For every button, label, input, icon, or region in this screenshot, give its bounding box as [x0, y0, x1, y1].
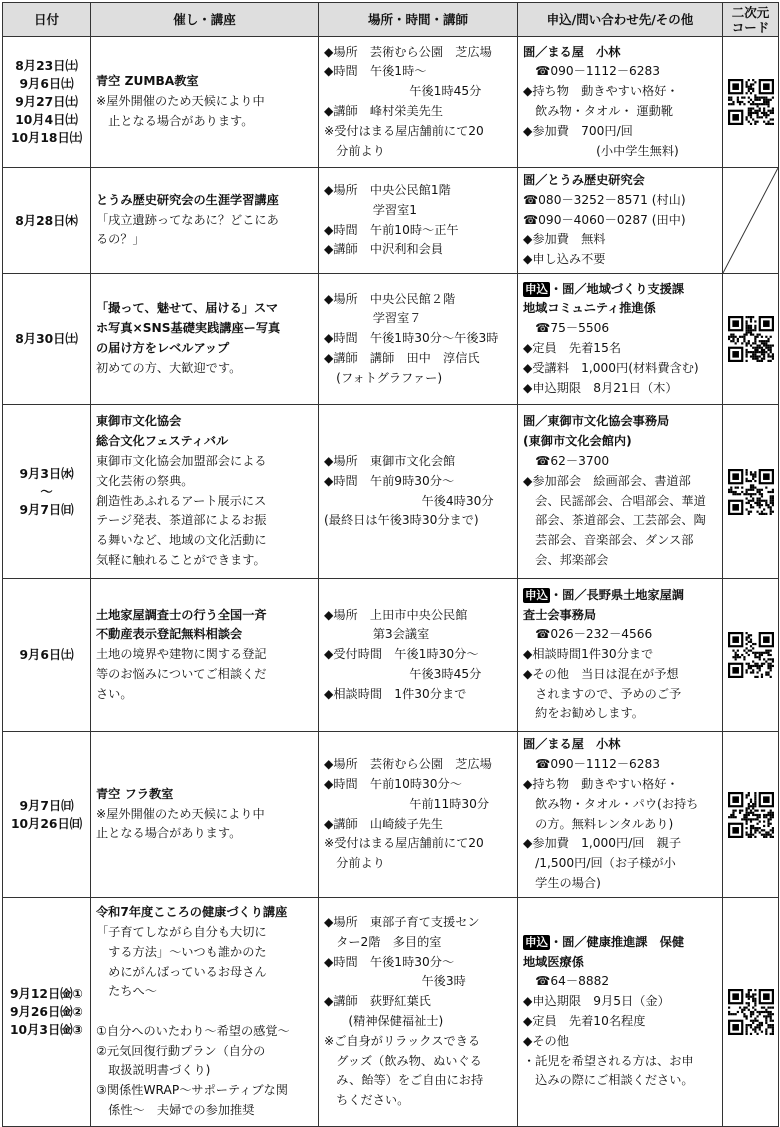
event-cell: [91, 274, 319, 405]
place-time-line: ◆時間 午後1時～: [324, 64, 427, 79]
date-line: 9月26日㈮②: [10, 1005, 83, 1019]
place-time-line: 分前より: [324, 143, 385, 158]
date-line: 8月23日㈯: [15, 59, 78, 73]
contact-organizer: [523, 299, 717, 319]
place-time-line: 午前11時30分: [324, 796, 490, 811]
table-row: [3, 732, 779, 898]
contact-detail: [523, 142, 717, 162]
contact-organizer: [523, 933, 717, 953]
contact-text: ◆相談時間1件30分まで: [523, 647, 654, 662]
place-time-line: 分前より: [324, 856, 385, 871]
event-description: 係性～ 夫婦での参加推奨: [96, 1103, 255, 1118]
application-badge: 申込: [525, 934, 548, 949]
event-description: 止となる場合があります。: [96, 826, 242, 841]
date-line: 10月18日㈯: [10, 131, 83, 145]
application-badge: 申込: [525, 587, 548, 602]
contact-text: /1,500円/回（お子様が小: [523, 856, 676, 871]
event-title: 青空 フラ教室: [96, 786, 174, 801]
table-body: [3, 37, 779, 1127]
contact-detail: [523, 511, 717, 531]
contact-text: ◆申込期限 8月21日（木）: [523, 380, 678, 395]
contact-detail: [523, 775, 717, 795]
place-time-line: み、飴等）をご自由にお持: [324, 1073, 484, 1088]
contact-text: 圄／まる屋 小林: [523, 44, 621, 59]
place-time-line: 午後3時: [324, 974, 466, 989]
contact-text: ◆参加費 1,000円/回 親子: [523, 836, 682, 851]
contact-text: ◆参加費 無料: [523, 232, 606, 247]
event-title: 総合文化フェスティバル: [96, 434, 229, 449]
contact-detail: [523, 102, 717, 122]
contact-text: 査士会事務局: [523, 607, 597, 622]
contact-text: 会、邦楽部会: [523, 552, 609, 567]
contact-organizer: [523, 586, 717, 606]
event-title: 令和7年度こころの健康づくり講座: [96, 905, 288, 920]
place-time-line: グッズ（飲み物、ぬいぐる: [324, 1053, 482, 1068]
contact-text: ◆参加費 700円/回: [523, 123, 633, 138]
contact-organizer: [523, 735, 717, 755]
date-line: 10月4日㈯: [15, 113, 78, 127]
qr-code-icon[interactable]: [728, 792, 774, 838]
qr-code-cell: [723, 405, 779, 579]
header-row: [3, 3, 779, 37]
event-description: るの？」: [96, 232, 145, 247]
place-time-line: 第3会議室: [324, 627, 430, 642]
contact-detail: [523, 874, 717, 894]
contact-detail: [523, 492, 717, 512]
contact-detail: [523, 665, 717, 685]
contact-text: ☎62－3700: [523, 453, 610, 468]
place-time-line: ※受付はまる屋店舗前にて20: [324, 123, 484, 138]
contact-detail: [523, 625, 717, 645]
event-description: する方法」～いつも誰かのた: [96, 944, 267, 959]
date-line: 9月7日㈰: [19, 502, 74, 517]
event-title: 土地家屋調査士の行う全国一斉: [96, 607, 267, 622]
place-time-line: ◆講師 講師 田中 淳信氏: [324, 350, 480, 365]
qr-code-icon[interactable]: [728, 79, 774, 125]
date-line: 8月28日㈭: [15, 213, 78, 228]
header-date: 日付: [3, 3, 91, 37]
contact-detail: [523, 992, 717, 1012]
place-time-cell: [319, 37, 518, 168]
place-time-line: ※ご自身がリラックスできる: [324, 1033, 481, 1048]
event-cell: [91, 37, 319, 168]
contact-text: ◆その他: [523, 1033, 569, 1048]
contact-text: 学生の場合): [523, 875, 601, 890]
contact-text: されますので、予めのご予: [523, 686, 682, 701]
contact-detail: [523, 1052, 717, 1072]
date-cell: [3, 168, 91, 274]
event-description: ①自分へのいたわり～希望の感覚～: [96, 1023, 290, 1038]
place-time-line: ◆場所 中央公民館1階: [324, 182, 451, 197]
event-description: 東御市文化協会加盟部会による: [96, 453, 267, 468]
contact-text: 飲み物・タオル・パウ(お持ち: [523, 796, 699, 811]
event-description: ※屋外開催のため天候により中: [96, 94, 265, 109]
place-time-line: (フォトグラファー): [324, 370, 443, 385]
contact-text: ◆申込期限 9月5日（金）: [523, 994, 670, 1009]
event-cell: [91, 405, 319, 579]
event-description: ②元気回復行動プラン（自分の: [96, 1043, 266, 1058]
table-row: [3, 168, 779, 274]
date-line: 9月6日㈯: [19, 77, 74, 91]
contact-text: 地域コミュニティ推進係: [523, 301, 656, 316]
date-line: 9月7日㈰: [19, 798, 74, 813]
place-time-line: ◆場所 東部子育て支援セン: [324, 915, 480, 930]
contact-detail: [523, 834, 717, 854]
place-time-cell: [319, 732, 518, 898]
contact-text: ・圄／地域づくり支援課: [550, 281, 685, 296]
contact-text: ◆定員 先着15名: [523, 341, 622, 355]
contact-text: ◆受講料 1,000円(材料費含む): [523, 360, 699, 375]
event-description: る舞いなど、地域の文化活動に: [96, 533, 267, 548]
event-title: 東御市文化協会: [96, 414, 182, 429]
date-line: 〜: [40, 484, 53, 499]
contact-detail: [523, 972, 717, 992]
event-description: 創造性あふれるアート展示にス: [96, 493, 267, 508]
place-time-line: ◆時間 午後1時30分～午後3時: [324, 331, 499, 346]
date-cell: [3, 405, 91, 579]
date-cell: [3, 37, 91, 168]
contact-text: 込みの際にご相談ください。: [523, 1073, 694, 1088]
contact-text: 部会、茶道部会、工芸部会、陶: [523, 513, 706, 528]
event-cell: [91, 898, 319, 1127]
table-row: [3, 898, 779, 1127]
contact-detail: [523, 191, 717, 211]
contact-text: ◆持ち物 動きやすい格好・: [523, 84, 679, 99]
contact-text: ☎090－1112－6283: [523, 64, 661, 79]
contact-detail: [523, 359, 717, 379]
event-title: 青空 ZUMBA教室: [96, 74, 199, 89]
place-time-cell: [319, 274, 518, 405]
place-time-cell: [319, 405, 518, 579]
event-description: 取扱説明書づくり): [96, 1063, 211, 1078]
contact-detail: [523, 755, 717, 775]
contact-detail: [523, 230, 717, 250]
contact-text: ☎090－1112－6283: [523, 757, 661, 772]
contact-detail: [523, 645, 717, 665]
qr-code-cell: [723, 274, 779, 405]
place-time-line: ◆時間 午前10時～正午: [324, 222, 459, 237]
table-row: [3, 405, 779, 579]
contact-text: の方。無料レンタルあり): [523, 816, 674, 831]
contact-text: 飲み物・タオル・ 運動靴: [523, 104, 674, 118]
contact-detail: [523, 379, 717, 399]
event-title: 「撮って、魅せて、届ける」スマ: [96, 301, 279, 316]
event-description: 文化芸術の祭典。: [96, 473, 194, 488]
contact-text: ☎080－3252－8571 (村山): [523, 192, 686, 207]
place-time-line: ◆場所 上田市中央公民館: [324, 607, 468, 622]
event-title: 不動産表示登記無料相談会: [96, 627, 243, 642]
place-time-line: ◆講師 中沢利和会員: [324, 242, 444, 257]
place-time-cell: [319, 168, 518, 274]
contact-text: 地域医療係: [523, 954, 584, 969]
event-description: さい。: [96, 686, 133, 701]
event-description: 「子育てしながら自分も大切に: [96, 924, 267, 939]
contact-detail: [523, 704, 717, 724]
event-cell: [91, 579, 319, 732]
place-time-line: (精神保健福祉士): [324, 1014, 444, 1028]
contact-text: 圄／まる屋 小林: [523, 737, 621, 752]
event-cell: [91, 732, 319, 898]
contact-detail: [523, 815, 717, 835]
contact-organizer: [523, 953, 717, 973]
contact-organizer: [523, 606, 717, 626]
contact-detail: [523, 339, 717, 359]
contact-text: ☎026－232－4566: [523, 627, 653, 642]
event-description: 「戌立遺跡ってなあに？どこにあ: [96, 212, 279, 227]
contact-text: ◆持ち物 動きやすい格好・: [523, 776, 679, 791]
contact-text: 圄／東御市文化協会事務局: [523, 414, 670, 429]
place-time-line: 午後1時45分: [324, 84, 482, 99]
application-badge: 申込: [525, 281, 548, 296]
header-contact: 申込/問い合わせ先/その他: [518, 3, 723, 37]
place-time-line: 午後3時45分: [324, 666, 482, 681]
qr-code-cell: [723, 37, 779, 168]
date-line: 9月12日㈮①: [10, 987, 83, 1001]
contact-detail: [523, 250, 717, 270]
contact-text: 芸部会、音楽部会、ダンス部: [523, 533, 694, 548]
event-description: 初めての方、大歓迎です。: [96, 360, 242, 375]
date-line: 9月6日㈯: [19, 648, 74, 662]
place-time-line: 学習室1: [324, 202, 418, 217]
contact-detail: [523, 62, 717, 82]
contact-detail: [523, 1012, 717, 1032]
event-description: テージ発表、茶道部によるお振: [96, 513, 267, 528]
contact-text: ・圄／健康推進課 保健: [550, 934, 685, 949]
events-table: [2, 2, 779, 1127]
place-time-line: ◆場所 中央公民館２階: [324, 291, 456, 306]
contact-detail: [523, 211, 717, 231]
place-time-line: ◆受付時間 午後1時30分～: [324, 647, 479, 662]
contact-text: 会、民謡部会、合唱部会、華道: [523, 493, 706, 508]
contact-text: ◆その他 当日は混在が予想: [523, 666, 679, 681]
date-line: 9月3日㈬: [19, 466, 74, 481]
contact-cell: [518, 37, 723, 168]
event-description: めにがんばっているお母さん: [96, 964, 267, 979]
event-description: 等のお悩みについてご相談くだ: [96, 666, 267, 681]
contact-organizer: [523, 171, 717, 191]
contact-detail: [523, 1071, 717, 1091]
event-description: [96, 1002, 313, 1022]
place-time-line: ◆講師 荻野紅葉氏: [324, 994, 431, 1009]
contact-cell: [518, 898, 723, 1127]
place-time-cell: [319, 579, 518, 732]
contact-cell: [518, 579, 723, 732]
contact-detail: [523, 319, 717, 339]
date-line: 8月30日㈯: [15, 332, 78, 346]
place-time-line: (最終日は午後3時30分まで): [324, 513, 479, 528]
event-title: の届け方をレベルアップ: [96, 341, 230, 355]
event-description: ③関係性WRAP～サポーティブな関: [96, 1083, 288, 1098]
contact-detail: [523, 854, 717, 874]
contact-text: ・圄／長野県土地家屋調: [550, 587, 685, 602]
event-cell: [91, 168, 319, 274]
event-title: ホ写真×SNS基礎実践講座ー写真: [96, 321, 281, 336]
no-qr-cell: [723, 168, 779, 274]
place-time-line: ◆講師 山崎綾子先生: [324, 816, 444, 831]
event-description: 気軽に触れることができます。: [96, 552, 266, 567]
header-qr-line1: 二次元: [731, 4, 770, 20]
event-title: とうみ歴史研究会の生涯学習講座: [96, 192, 279, 207]
contact-cell: [518, 732, 723, 898]
place-time-line: ター2階 多目的室: [324, 934, 442, 949]
qr-code-cell: [723, 898, 779, 1127]
contact-organizer: [523, 280, 717, 300]
contact-detail: [523, 685, 717, 705]
qr-code-icon[interactable]: [728, 469, 774, 515]
contact-cell: [518, 168, 723, 274]
contact-detail: [523, 452, 717, 472]
place-time-line: ◆場所 東御市文化会館: [324, 453, 456, 468]
place-time-line: ◆時間 午前9時30分～: [324, 473, 455, 488]
qr-code-cell: [723, 732, 779, 898]
place-time-line: ◆相談時間 1件30分まで: [324, 686, 467, 701]
date-cell: [3, 732, 91, 898]
contact-detail: [523, 795, 717, 815]
contact-detail: [523, 472, 717, 492]
contact-text: (東御市文化会館内): [523, 434, 632, 449]
qr-code-icon[interactable]: [728, 316, 774, 362]
place-time-line: ◆場所 芸術むら公園 芝広場: [324, 44, 492, 59]
table-row: [3, 274, 779, 405]
qr-code-icon[interactable]: [728, 632, 774, 678]
contact-text: ◆申し込み不要: [523, 252, 606, 267]
contact-text: (小中学生無料): [523, 143, 679, 158]
contact-cell: [518, 405, 723, 579]
place-time-line: ◆時間 午前10時30分～: [324, 776, 462, 791]
date-line: 10月26日㈰: [10, 816, 83, 831]
place-time-line: ◆場所 芸術むら公園 芝広場: [324, 757, 492, 772]
header-qr: [723, 3, 779, 37]
header-place: 場所・時間・講師: [319, 3, 518, 37]
event-description: 止となる場合があります。: [96, 113, 254, 128]
contact-text: ☎75－5506: [523, 321, 610, 336]
date-line: 9月27日㈯: [15, 95, 78, 109]
place-time-line: ◆講師 峰村栄美先生: [324, 104, 444, 118]
qr-code-cell: [723, 579, 779, 732]
contact-text: 約をお勧めします。: [523, 706, 644, 721]
contact-organizer: [523, 432, 717, 452]
contact-text: ☎090－4060－0287 (田中): [523, 212, 686, 227]
contact-detail: [523, 551, 717, 571]
contact-detail: [523, 531, 717, 551]
place-time-line: ちください。: [324, 1093, 410, 1108]
place-time-line: 学習室７: [324, 311, 422, 326]
place-time-line: ※受付はまる屋店舗前にて20: [324, 836, 484, 851]
header-event: 催し・講座: [91, 3, 319, 37]
contact-text: 圄／とうみ歴史研究会: [523, 173, 645, 187]
place-time-line: ◆時間 午後1時30分～: [324, 954, 455, 969]
date-cell: [3, 898, 91, 1127]
contact-detail: [523, 122, 717, 142]
contact-text: ◆定員 先着10名程度: [523, 1014, 646, 1028]
contact-organizer: [523, 43, 717, 63]
table-row: [3, 37, 779, 168]
contact-text: ◆参加部会 絵画部会、書道部: [523, 473, 691, 488]
contact-detail: [523, 1032, 717, 1052]
date-cell: [3, 274, 91, 405]
contact-text: ・託児を希望される方は、お申: [523, 1053, 694, 1068]
qr-code-icon[interactable]: [728, 989, 774, 1035]
contact-detail: [523, 82, 717, 102]
table-row: [3, 579, 779, 732]
event-description: 土地の境界や建物に関する登記: [96, 647, 267, 662]
contact-cell: [518, 274, 723, 405]
date-cell: [3, 579, 91, 732]
header-qr-line2: コード: [731, 19, 770, 35]
place-time-cell: [319, 898, 518, 1127]
place-time-line: 午後4時30分: [324, 493, 494, 508]
contact-organizer: [523, 412, 717, 432]
event-description: たちへ～: [96, 984, 157, 999]
date-line: 10月3日㈮③: [10, 1023, 83, 1037]
contact-text: ☎64－8882: [523, 974, 610, 989]
event-description: ※屋外開催のため天候により中: [96, 806, 265, 821]
